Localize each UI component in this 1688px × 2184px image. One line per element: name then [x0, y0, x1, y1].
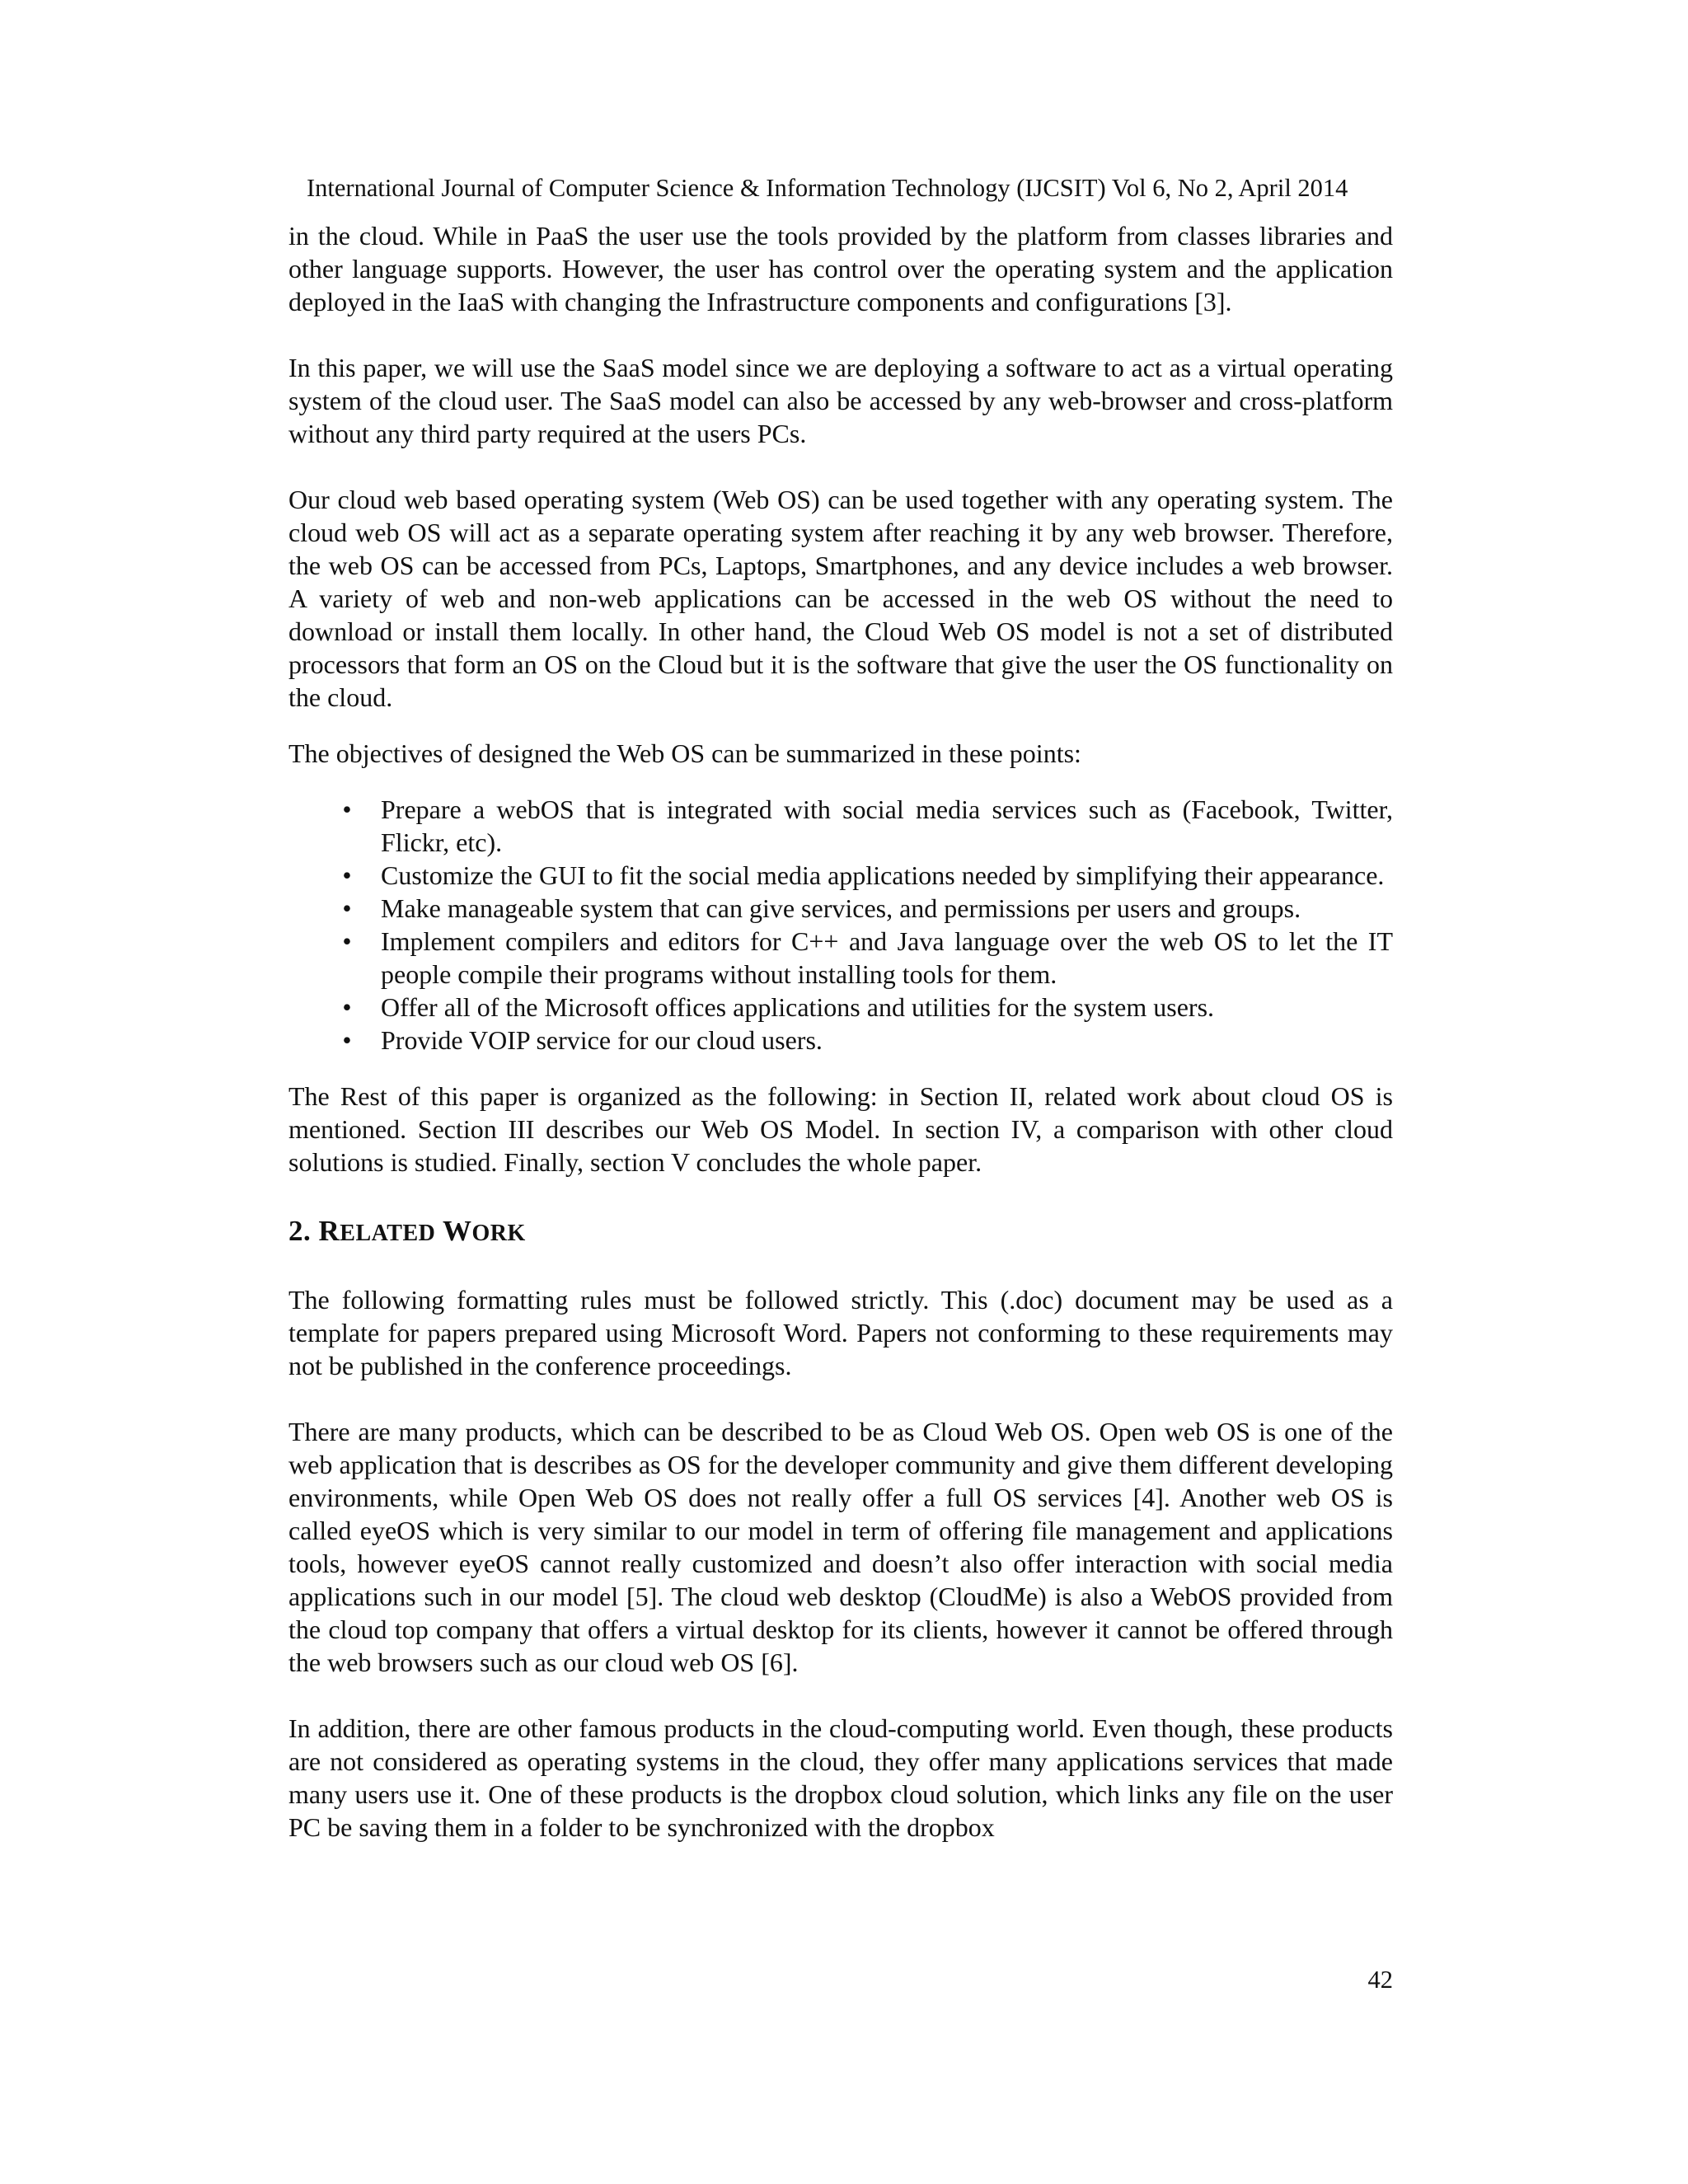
list-item	[288, 925, 1393, 991]
list-item-text: Make manageable system that can give services, and permissions per users and groups.	[381, 893, 1301, 923]
list-item-text: Prepare a webOS that is integrated with social media services such as (Facebook, Twitter, Flickr, etc).	[381, 794, 1393, 857]
running-header: International Journal of Computer Science & Information Technology (IJCSIT) Vol 6, No 2, April 2014	[307, 174, 1348, 202]
list-item	[288, 1024, 1393, 1057]
section-heading-related-work	[288, 1213, 1393, 1252]
paragraph-cloud-web-os-products: There are many products, which can be described to be as Cloud Web OS. Open web OS is one of the web application that is describes as OS for the developer community and give them different developing environments, while Open Web OS does not really offer a full OS services [4]. Another web OS is called eyeOS which is very similar to our model in term of offering file management and applications tools, however eyeOS cannot really customized and doesn’t also offer interaction with social media applications such in our model [5]. The cloud web desktop (CloudMe) is also a WebOS provided from the cloud top company that offers a virtual desktop for its clients, however it cannot be offered through the web browsers such as our cloud web OS [6].	[288, 1417, 1393, 1677]
list-item	[288, 859, 1393, 892]
section-word1-rest: ELATED	[340, 1221, 436, 1246]
section-word1-initial: R	[318, 1215, 340, 1247]
section-word2-rest: ORK	[471, 1221, 526, 1246]
section-word2-initial: W	[442, 1215, 472, 1247]
objectives-list	[288, 793, 1393, 1057]
paragraph-paas-iaas: in the cloud. While in PaaS the user use the tools provided by the platform from classes libraries and other language supports. However, the user has control over the operating system and the application deployed in the IaaS with changing the Infrastructure components and configurations [3].	[288, 221, 1393, 316]
list-item	[288, 793, 1393, 859]
paragraph-formatting-rules: The following formatting rules must be followed strictly. This (.doc) document may be used as a template for papers prepared using Microsoft Word. Papers not conforming to these requirements may not be published in the conference proceedings.	[288, 1285, 1393, 1380]
bullet-icon: •	[342, 992, 352, 1022]
paragraph-other-products: In addition, there are other famous products in the cloud-computing world. Even though, these products are not considered as operating systems in the cloud, they offer many applications services that made many users use it. One of these products is the dropbox cloud solution, which links any file on the user PC be saving them in a folder to be synchronized with the dropbox	[288, 1713, 1393, 1842]
paragraph-web-os-description: Our cloud web based operating system (Web OS) can be used together with any operating system. The cloud web OS will act as a separate operating system after reaching it by any web browser. Therefore, the web OS can be accessed from PCs, Laptops, Smartphones, and any device includes a web browser. A variety of web and non-web applications can be accessed in the web OS without the need to download or install them locally. In other hand, the Cloud Web OS model is not a set of distributed processors that form an OS on the Cloud but it is the software that give the user the OS functionality on the cloud.	[288, 485, 1393, 712]
bullet-icon: •	[342, 926, 352, 956]
list-item-text: Provide VOIP service for our cloud users.	[381, 1025, 823, 1055]
list-item	[288, 892, 1393, 925]
bullet-icon: •	[342, 893, 352, 923]
paragraph-saas-model: In this paper, we will use the SaaS model since we are deploying a software to act as a virtual operating system of the cloud user. The SaaS model can also be accessed by any web-browser and cross-platform without any third party required at the users PCs.	[288, 353, 1393, 448]
page-content	[288, 219, 1393, 1844]
list-item	[288, 991, 1393, 1024]
bullet-icon: •	[342, 860, 352, 890]
paragraph-objectives-intro: The objectives of designed the Web OS can be summarized in these points:	[288, 738, 1081, 768]
bullet-icon: •	[342, 1025, 352, 1055]
page-number: 42	[1367, 1966, 1393, 1994]
paragraph-paper-organization: The Rest of this paper is organized as the following: in Section II, related work about cloud OS is mentioned. Section III describes our Web OS Model. In section IV, a comparison with other cloud solutions is studied. Finally, section V concludes the whole paper.	[288, 1081, 1393, 1177]
bullet-icon: •	[342, 794, 352, 824]
list-item-text: Customize the GUI to fit the social media applications needed by simplifying their appearance.	[381, 860, 1385, 890]
list-item-text: Implement compilers and editors for C++ and Java language over the web OS to let the IT people compile their programs without installing tools for them.	[381, 926, 1393, 989]
section-number: 2.	[288, 1215, 312, 1247]
list-item-text: Offer all of the Microsoft offices applications and utilities for the system users.	[381, 992, 1215, 1022]
